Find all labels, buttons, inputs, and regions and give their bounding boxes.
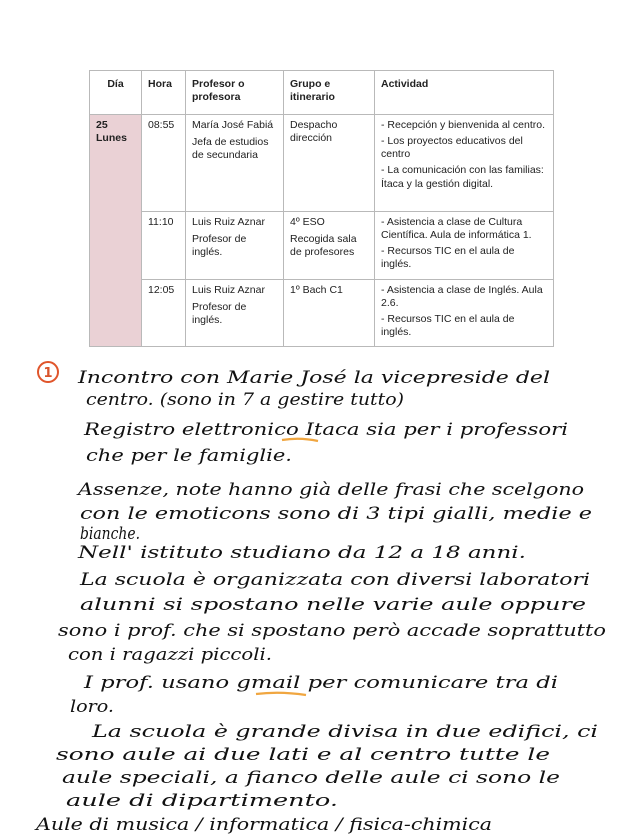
note-line: I prof. usano gmail per comunicare tra di — [82, 673, 558, 693]
day-number: 25 — [96, 119, 108, 131]
note-line: loro. — [70, 697, 114, 717]
actividad-item: - Los proyectos educativos del centro — [381, 135, 523, 161]
note-number: 1 — [43, 366, 53, 381]
note-line: alunni si spostano nelle varie aule oppure — [80, 595, 586, 615]
note-line: sono i prof. che si spostano però accade soprattutto — [58, 621, 606, 641]
grupo-text: 4º ESO — [290, 216, 325, 228]
note-line: con le emoticons sono di 3 tipi gialli, medie e — [80, 504, 592, 524]
actividad-item: - La comunicación con las familias: Ítaca y la gestión digital. — [381, 164, 544, 190]
note-line: La scuola è grande divisa in due edifici, ci — [90, 722, 598, 742]
profesor-name: Luis Ruiz Aznar — [192, 283, 265, 296]
header-profesor: Profesor o profesora — [186, 71, 284, 115]
day-name: Lunes — [96, 132, 127, 145]
note-line: La scuola è organizzata con diversi laboratori — [78, 570, 590, 590]
grupo-text: 1º Bach C1 — [290, 283, 343, 296]
profesor-name: Luis Ruiz Aznar — [192, 216, 265, 228]
cell-hora: 12:05 — [142, 279, 186, 347]
actividad-item: - Asistencia a clase de Inglés. Aula 2.6. — [381, 283, 543, 309]
note-line: aule di dipartimento. — [66, 791, 338, 811]
note-line: centro. (sono in 7 a gestire tutto) — [86, 390, 404, 410]
profesor-role: Profesor de inglés. — [192, 233, 247, 259]
note-line: sono aule ai due lati e al centro tutte le — [56, 745, 550, 765]
actividad-item: - Recepción y bienvenida al centro. — [381, 119, 546, 131]
header-actividad: Actividad — [375, 71, 554, 115]
note-line: Aule di musica / informatica / fisica-chimica — [33, 815, 493, 835]
note-line: con i ragazzi piccoli. — [68, 645, 272, 665]
grupo-text: Despacho dirección — [290, 119, 338, 145]
actividad-item: - Recursos TIC en el aula de inglés. — [381, 245, 515, 271]
note-line: che per le famiglie. — [86, 446, 292, 466]
cell-hora: 08:55 — [142, 115, 186, 212]
profesor-role: Profesor de inglés. — [192, 300, 247, 326]
profesor-name: María José Fabiá — [192, 119, 274, 131]
header-grupo: Grupo e itinerario — [284, 71, 375, 115]
actividad-item: - Asistencia a clase de Cultura Científica. Aula de informática 1. — [381, 216, 532, 242]
gmail-underline — [256, 693, 306, 695]
note-line: Nell' istituto studiano da 12 a 18 anni. — [76, 543, 526, 563]
header-dia: Día — [90, 71, 142, 115]
profesor-role: Jefa de estudios de secundaria — [192, 136, 269, 162]
header-hora: Hora — [142, 71, 186, 115]
actividad-item: - Recursos TIC en el aula de inglés. — [381, 312, 515, 338]
note-line: bianche. — [80, 524, 140, 544]
note-line: aule speciali, a fianco delle aule ci sono le — [62, 768, 560, 788]
grupo-sub: Recogida sala de profesores — [290, 233, 357, 259]
note-line: Incontro con Marie José la vicepreside del — [76, 368, 550, 388]
note-line: Registro elettronico Itaca sia per i professori — [82, 420, 569, 440]
cell-hora: 11:10 — [142, 212, 186, 280]
note-line: Assenze, note hanno già delle frasi che scelgono — [75, 480, 585, 500]
